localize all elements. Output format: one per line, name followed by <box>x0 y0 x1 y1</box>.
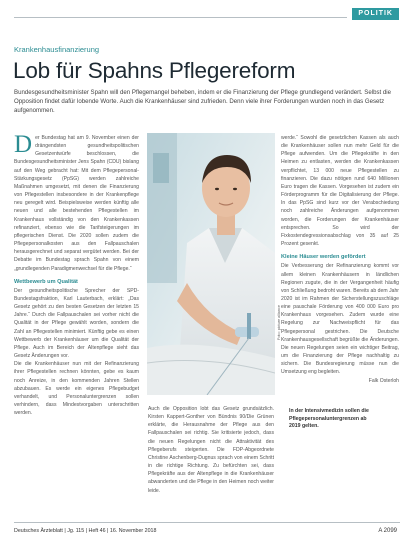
paragraph: Die die Krankenhäuser nun mit der Refinanzierung ihrer Pflegestellen rechnen könnten, gebe es kaum noch Anreize, in den kommenden Jahren Stellen abzubauen. Es werde ein eigenes Pflegebudget verhandelt, und Personaluntergrenzen sollen verhindern, dass Mindestvorgaben unterschritten werden. <box>14 361 139 417</box>
subheading: Wettbewerb um Qualität <box>14 278 78 285</box>
paragraph: Die Verbesserung der Refinanzierung kommt vor allem kleinen Krankenhäusern in ländlichen Regionen zugute, die in der Vergangenheit häufig von Schließung bedroht waren. Bereits ab dem Jahr 2020 ist im Rahmen der Sicherstellungszuschläge eine pauschale Förderung von 400 000 Euro pro Krankenhaus vorgesehen. Zudem wurde eine Regelung zur Nachweispflicht für das Pflegepersonal gestrichen. Die Deutsche Krankenhausgesellschaft begrüßte die Änderungen. Die neuen Regelungen seien ein wichtiger Beitrag, um die Finanzierung der Pflege nachhaltig zu sichern. Die Bundesregierung müsse nun die Umsetzung eng begleiten. <box>281 263 399 376</box>
photo-credit: Foto: picture alliance <box>277 304 281 340</box>
paragraph: Der gesundheitspolitische Sprecher der SPD-Bundestagsfraktion, Karl Lauterbach, erklärt: „Das Gesetz gehört zu den besten Gesetzen der letzten 15 Jahre.“ Durch die Fallpauschalen sei vorher nicht die Qualität in der Pflege gewählt worden, sondern die Zahl an Pflegestellen minimiert. Künftig gebe es einen Wettbewerb der Krankenhäuser um die Qualität der Pflege. Auch im Bereich der Altenpflege sieht das Gesetz Änderungen vor. <box>14 287 139 360</box>
article-headline: Lob für Spahns Pflegereform <box>13 58 296 83</box>
article-photo <box>147 133 275 395</box>
body-column-left <box>14 134 139 520</box>
page-number: A 2099 <box>378 528 397 534</box>
footer-journal: Deutsches Ärzteblatt | Jg. 115 | Heft 46 | 16. November 2018 <box>14 528 157 534</box>
body-column-middle <box>148 405 274 520</box>
footer-rule <box>14 522 400 523</box>
section-header <box>0 8 407 20</box>
article-lead: Bundesgesundheitsminister Spahn will den Pflegemangel beheben, indem er die Finanzierung der Pflege grundlegend verändert. Selbst die Opposition findet dafür lobende Worte. Auch die Krankenhäuser sind zufrieden. Denn viele ihrer Forderungen wurden noch in das Gesetz aufgenommen. <box>14 89 392 114</box>
body-column-right <box>281 134 399 520</box>
nurse-photo-illustration <box>147 133 275 395</box>
paragraph: er Bundestag hat am 9. November einen der drängendsten gesundheitspolitischen Gesetzentwürfe beschlossen, die Bundesgesundheitsminister Jens Spahn (CDU) bislang auf den Weg gebracht hat: Mit dem Pflegepersonal-Stärkungsgesetz (PpSG) werden zahlreiche Maßnahmen umgesetzt, mit denen die Finanzierung von Pflegestellen insbesondere in der Krankenpflege neu geregelt wird. Beispielsweise werden künftig alle neuen und alle bestehenden Pflegestellen im Krankenhaus vollständig von den Krankenkassen refinanziert, ebenso wie die Tarifsteigerungen im pflegerischen Dienst. Die 2020 sollen zudem die Pflegepersonalkosten aus den Fallpauschalen herausgerechnet und separat vergütet werden. Bei der Debatte im Bundestag sprach Spahn von einem „grundlegenden Paradigmenwechsel für die Pflege.“ <box>14 135 139 272</box>
drop-cap: D <box>14 134 33 158</box>
photo-caption: In der Intensivmedizin sollen die Pflegepersonaluntergrenzen ab 2019 gelten. <box>289 408 369 430</box>
section-label: POLITIK <box>352 8 399 20</box>
paragraph: werde.“ Sowohl die gesetzlichen Kassen als auch die Krankenhäuser sollen nun mehr Geld für die Pflege aufwenden. Um die Pflegekräfte in den Heimen zu entlasten, werden die Krankenkassen verpflichtet, 13 000 neue Pflegestellen zu finanzieren. Die dazu nötigen rund 640 Millionen Euro tragen die Kassen. Vorgesehen ist zudem ein Förderprogramm für die Digitalisierung der Pflege. In das PpSG sind kurz vor der Verabschiedung noch zahlreiche Änderungen aufgenommen worden, die Forderungen der Krankenhäuser entsprechen. So wird der Fixkostendegressionsabschlag von 35 auf 25 Prozent gesenkt. <box>281 135 399 248</box>
subheading: Kleine Häuser werden gefördert <box>281 254 366 261</box>
section-rule <box>14 17 347 18</box>
article-kicker: Krankenhausfinanzierung <box>14 45 100 54</box>
paragraph: Auch die Opposition lobt das Gesetz grundsätzlich. Kirsten Kappert-Gonther von Bündnis 90/Die Grünen erklärte, die Herausnahme der Pflege aus den Fallpauschalen sei richtig. Sie kritisierte jedoch, dass die neuen Regelungen nicht die Attraktivität des Pflegeberufs steigerten. Die FDP-Abgeordnete Christine Aschenberg-Dugnus sprach von einem Schritt in die richtige Richtung. Zu befürchten sei, dass Pflegekräfte aus der Altenpflege in die Krankenhäuser abwanderten und die Pflege in den Heimen noch weiter leide. <box>148 406 274 494</box>
author: Falk Osterloh <box>368 377 399 384</box>
